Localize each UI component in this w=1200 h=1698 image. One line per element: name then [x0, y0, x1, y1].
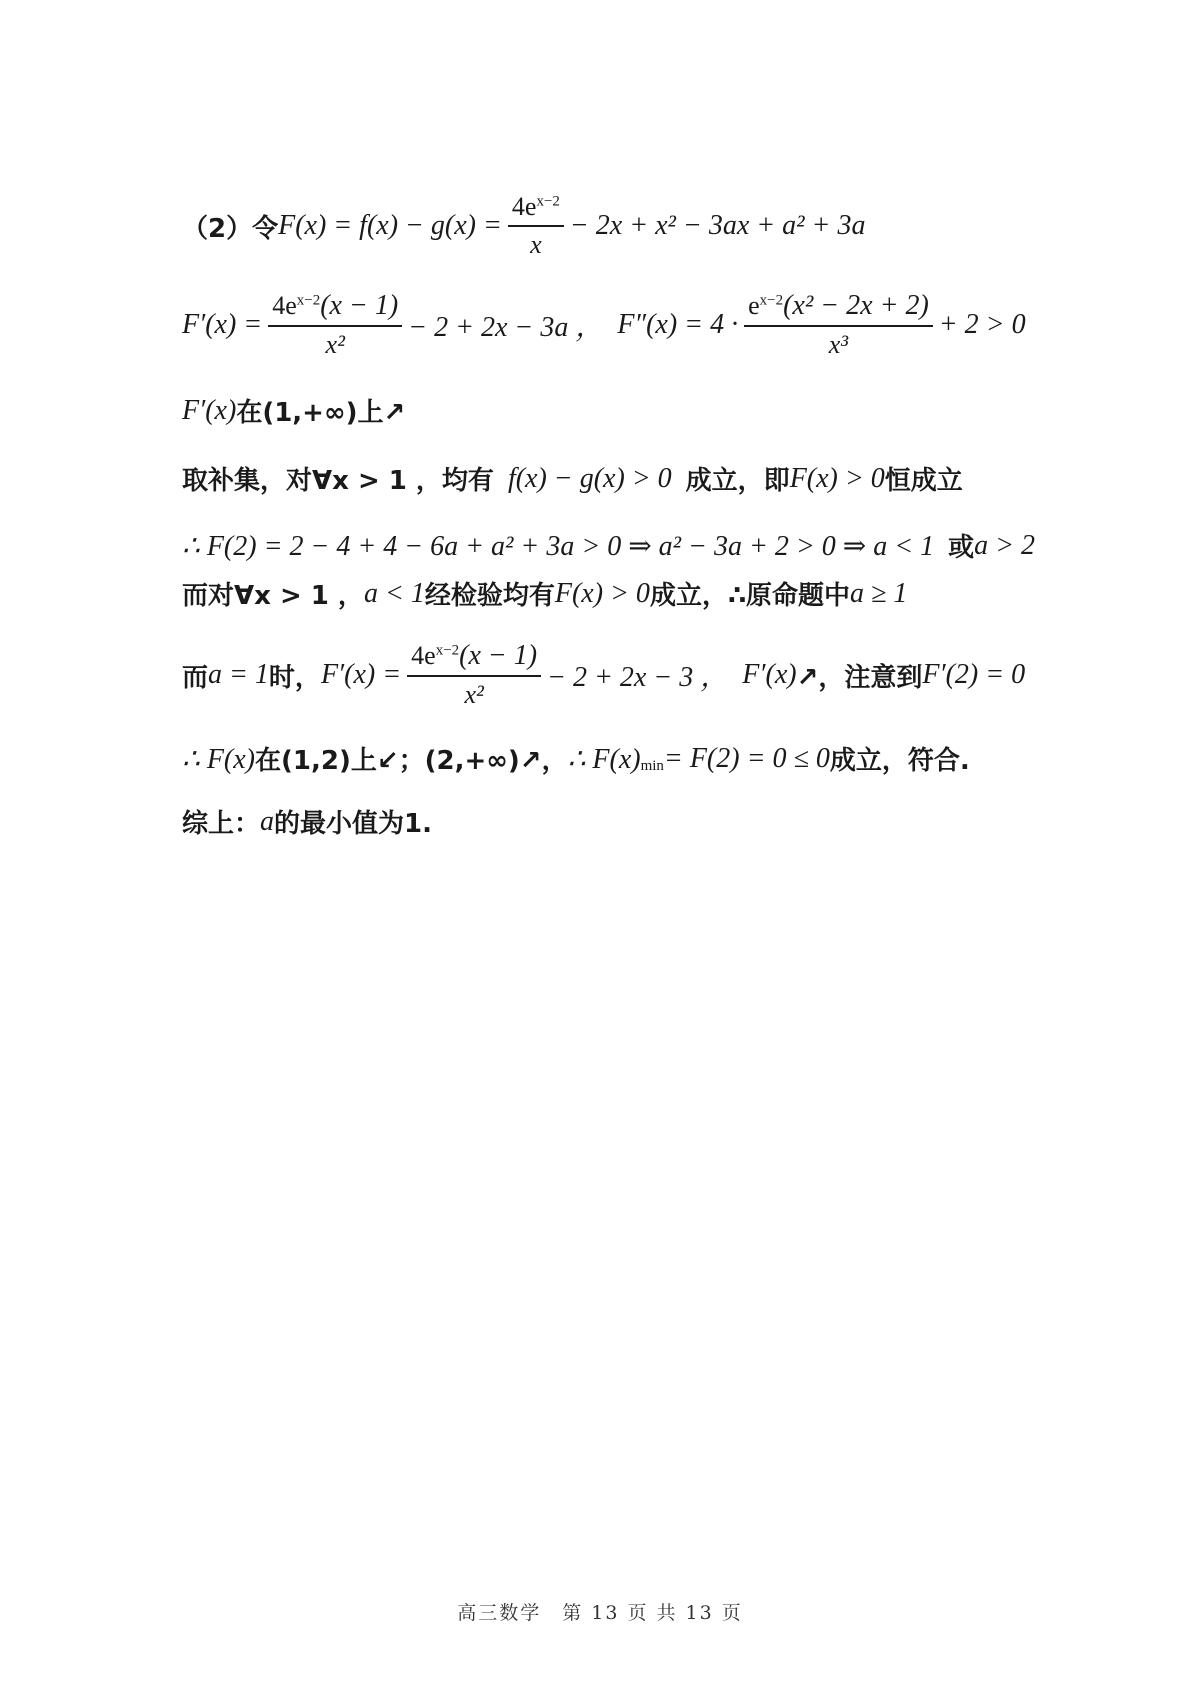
math-inline: F′(2) = 0 — [922, 659, 1026, 690]
math-inline: F′(x) — [182, 394, 237, 426]
exponent: x−2 — [536, 193, 560, 210]
line-9 — [182, 803, 432, 840]
text-inline: 的最小值为1. — [274, 809, 432, 839]
math-inline: a > 2 — [974, 529, 1036, 561]
derivative-rest: − 2 + 2x − 3 ， — [547, 662, 729, 693]
fraction-numerator: 4e — [511, 192, 537, 221]
text-inline: 成立，符合. — [829, 746, 970, 776]
text-inline: ↗，注意到 — [796, 662, 923, 693]
math-inline: F(x) > 0 — [789, 462, 885, 494]
derivative-rest: − 2 + 2x − 3a ， — [408, 312, 604, 343]
line-1 — [182, 192, 865, 260]
fraction-denominator: x² — [325, 330, 345, 359]
fraction-numerator: 4e — [411, 641, 436, 670]
text-inline: 在(1,+∞)上↗ — [236, 398, 406, 428]
math-inline: f(x) − g(x) > 0 — [507, 462, 672, 494]
fraction — [407, 640, 541, 710]
math-inline: F(x) > 0 — [554, 577, 650, 609]
line-7 — [182, 640, 1025, 710]
part-label: （2）令 — [182, 213, 279, 244]
second-derivative-rest: + 2 > 0 — [938, 309, 1026, 340]
fraction-denominator: x³ — [828, 330, 849, 359]
text-inline: 时， — [268, 662, 321, 693]
text-inline: 或 — [948, 533, 975, 563]
fraction — [508, 192, 564, 260]
line-3 — [182, 392, 405, 429]
derivative-lhs: F′(x) = — [182, 309, 263, 340]
fraction-numerator: 4e — [272, 291, 297, 320]
math-inline: ∴ F(x) — [182, 743, 255, 775]
fraction-denominator: x — [530, 230, 542, 259]
text-inline: 而对∀x > 1 ， — [182, 581, 364, 611]
fraction — [268, 290, 402, 360]
math-inline: = F(2) = 0 ≤ 0 — [663, 742, 830, 774]
formula-rest: − 2x + x² − 3ax + a² + 3a — [569, 210, 866, 241]
page-footer: 高三数学 第 13 页 共 13 页 — [457, 1602, 743, 1624]
math-inline: a = 1 — [208, 659, 269, 690]
line-2 — [182, 290, 1026, 360]
math-inline: ∴ F(2) = 2 − 4 + 4 − 6a + a² + 3a > 0 ⇒ a² − 3a + 2 > 0 ⇒ a < 1 — [182, 530, 935, 562]
numerator-tail: (x − 1) — [459, 640, 538, 671]
line-6 — [182, 575, 907, 612]
line-5 — [182, 527, 1035, 564]
fraction — [744, 290, 933, 360]
fraction-numerator: e — [748, 291, 760, 320]
fraction-denominator: x² — [464, 680, 484, 709]
math-inline: a ≥ 1 — [850, 577, 908, 609]
exponent: x−2 — [435, 642, 460, 659]
line-4 — [182, 460, 963, 497]
text-inline: 成立，即 — [685, 466, 790, 496]
text-inline: 而 — [182, 662, 209, 693]
derivative-lhs: F′(x) = — [320, 659, 402, 690]
math-inline: a — [260, 805, 275, 837]
exponent: x−2 — [759, 292, 784, 309]
text-inline: 取补集，对∀x > 1 ，均有 — [182, 466, 494, 496]
subscript: min — [640, 758, 664, 774]
second-derivative-lhs: F″(x) = 4 · — [617, 309, 739, 340]
formula-lhs: F(x) = f(x) − g(x) = — [278, 210, 502, 241]
text-inline: 恒成立 — [884, 466, 963, 496]
line-8 — [182, 740, 970, 777]
math-inline: F′(x) — [742, 659, 797, 690]
text-inline: 在(1,2)上↙；(2,+∞)↗， — [255, 746, 568, 776]
text-inline: 经检验均有 — [424, 581, 555, 611]
math-inline: a < 1 — [363, 577, 425, 609]
math-inline: ∴ F(x) — [567, 743, 641, 775]
text-inline: 综上： — [182, 809, 261, 839]
numerator-tail: (x² − 2x + 2) — [783, 290, 929, 321]
exponent: x−2 — [296, 292, 321, 309]
text-inline: 成立，∴原命题中 — [649, 581, 851, 611]
numerator-tail: (x − 1) — [320, 290, 399, 321]
